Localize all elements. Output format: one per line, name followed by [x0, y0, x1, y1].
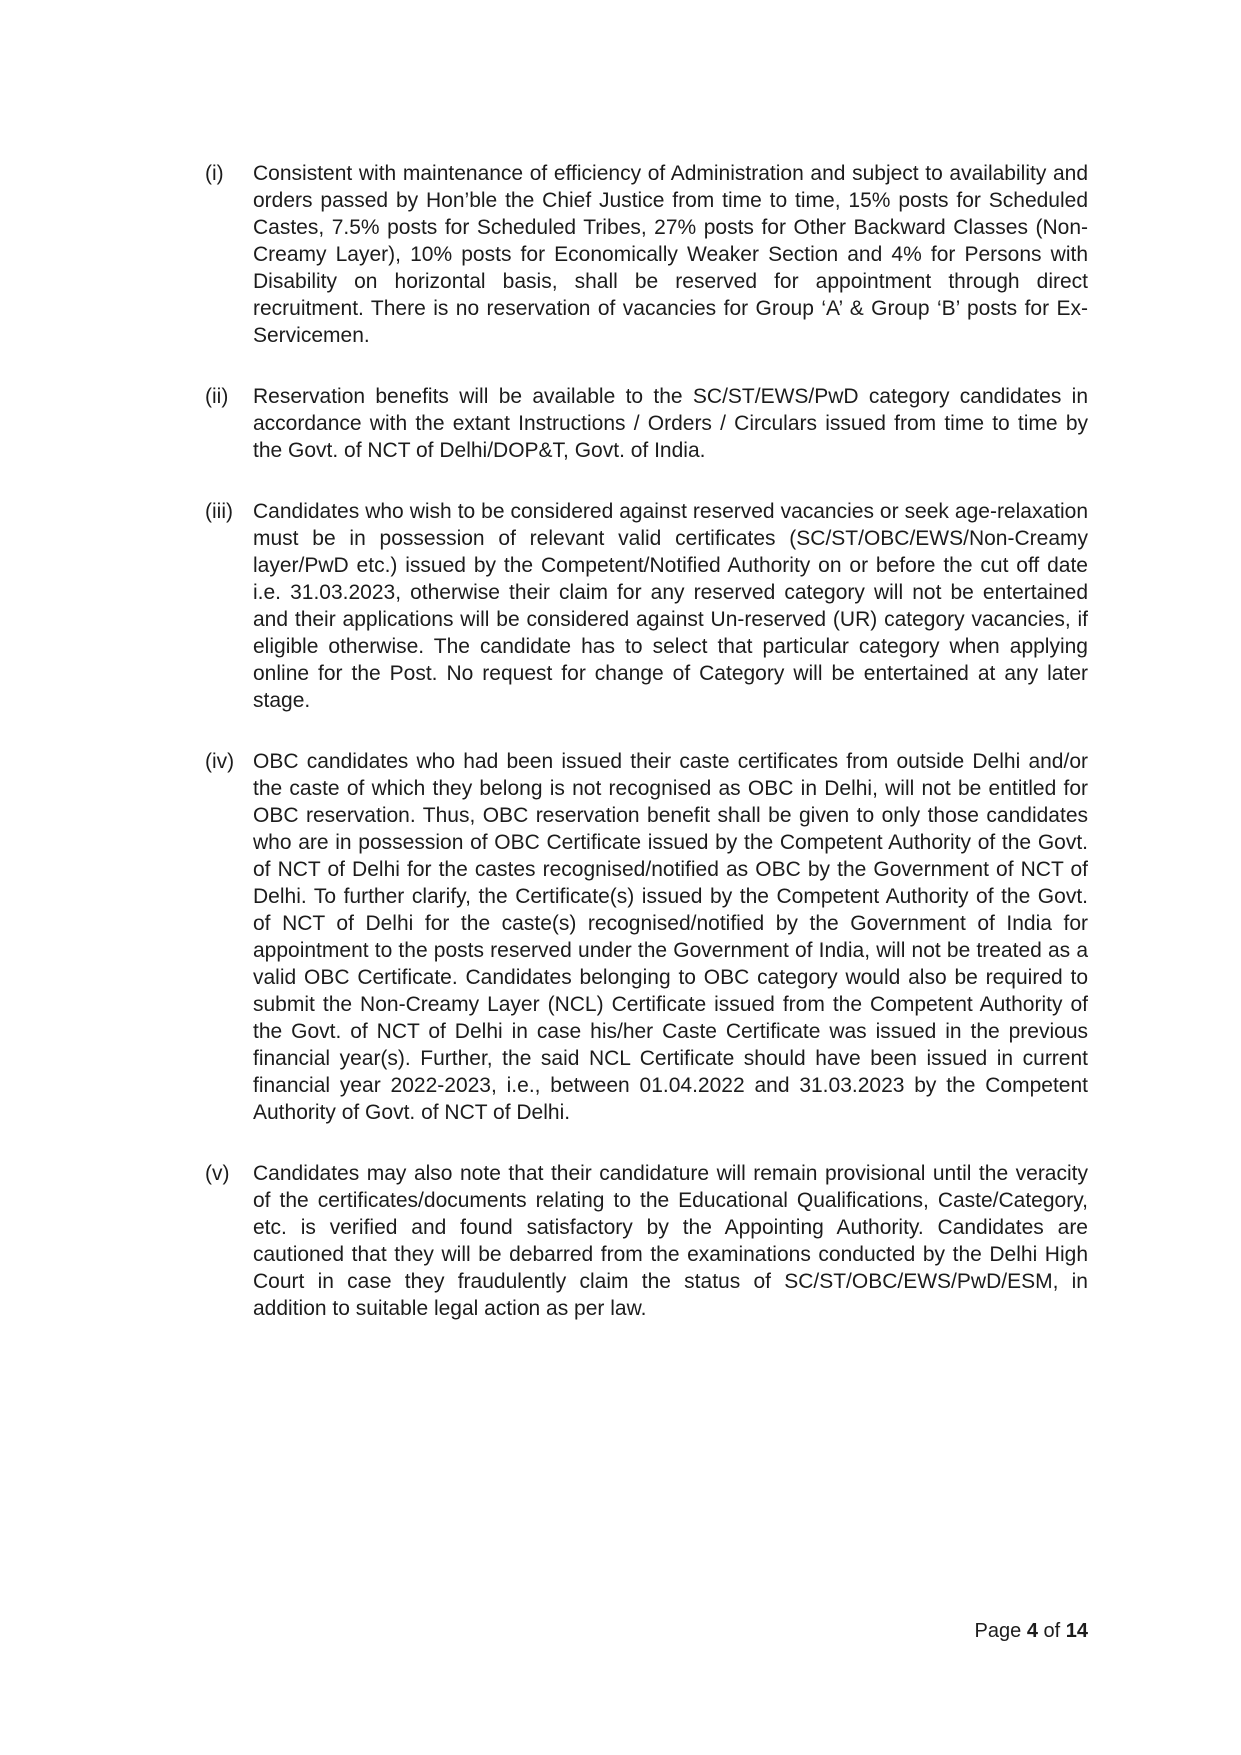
paragraph-text: Consistent with maintenance of efficiency of Administration and subject to availability and orders passed by Hon’ble the Chief Justice from time to time, 15% posts for Scheduled Castes, 7.5% posts for Scheduled Tribes, 27% posts for Other Backward Classes (Non-Creamy Layer), 10% posts for Economically Weaker Section and 4% for Persons with Disability on horizontal basis, shall be reserved for appointment through direct recruitment. There is no reservation of vacancies for Group ‘A’ & Group ‘B’ posts for Ex-Servicemen.	[253, 162, 1088, 347]
footer-of-label: of	[1043, 1620, 1061, 1642]
paragraph-ii	[205, 383, 1088, 464]
paragraph-iv	[205, 748, 1088, 1126]
paragraph-text: Reservation benefits will be available to the SC/ST/EWS/PwD category candidates in accordance with the extant Instructions / Orders / Circulars issued from time to time by the Govt. of NCT of Delhi/DOP&T, Govt. of India.	[253, 385, 1088, 462]
paragraph-marker: (ii)	[205, 385, 229, 408]
paragraph-text: OBC candidates who had been issued their caste certificates from outside Delhi and/or the caste of which they belong is not recognised as OBC in Delhi, will not be entitled for OBC reservation. Thus, OBC reservation benefit shall be given to only those candidates who are in possession of OBC Certificate issued by the Competent Authority of the Govt. of NCT of Delhi for the castes recognised/notified as OBC by the Government of NCT of Delhi. To further clarify, the Certificate(s) issued by the Competent Authority of the Govt. of NCT of Delhi for the caste(s) recognised/notified by the Government of India for appointment to the posts reserved under the Government of India, will not be treated as a valid OBC Certificate. Candidates belonging to OBC category would also be required to submit the Non-Creamy Layer (NCL) Certificate issued from the Competent Authority of the Govt. of NCT of Delhi in case his/her Caste Certificate was issued in the previous financial year(s). Further, the said NCL Certificate should have been issued in current financial year 2022-2023, i.e., between 01.04.2022 and 31.03.2023 by the Competent Authority of Govt. of NCT of Delhi.	[253, 750, 1088, 1124]
paragraph-text: Candidates may also note that their candidature will remain provisional until the veracity of the certificates/documents relating to the Educational Qualifications, Caste/Category, etc. is verified and found satisfactory by the Appointing Authority. Candidates are cautioned that they will be debarred from the examinations conducted by the Delhi High Court in case they fraudulently claim the status of SC/ST/OBC/EWS/PwD/ESM, in addition to suitable legal action as per law.	[253, 1162, 1088, 1320]
page-footer	[975, 1618, 1088, 1645]
paragraph-marker: (v)	[205, 1162, 230, 1185]
footer-page-label: Page	[974, 1620, 1022, 1642]
footer-total-pages: 14	[1065, 1620, 1088, 1642]
paragraph-marker: (iii)	[205, 500, 233, 523]
document-body	[205, 160, 1088, 1356]
paragraph-marker: (i)	[205, 162, 224, 185]
paragraph-text: Candidates who wish to be considered against reserved vacancies or seek age-relaxation must be in possession of relevant valid certificates (SC/ST/OBC/EWS/Non-Creamy layer/PwD etc.) issued by the Competent/Notified Authority on or before the cut off date i.e. 31.03.2023, otherwise their claim for any reserved category will not be entertained and their applications will be considered against Un-reserved (UR) category vacancies, if eligible otherwise. The candidate has to select that particular category when applying online for the Post. No request for change of Category will be entertained at any later stage.	[253, 500, 1088, 712]
paragraph-marker: (iv)	[205, 750, 235, 773]
paragraph-i	[205, 160, 1088, 349]
paragraph-v	[205, 1160, 1088, 1322]
paragraph-iii	[205, 498, 1088, 714]
footer-page-number: 4	[1026, 1620, 1038, 1642]
